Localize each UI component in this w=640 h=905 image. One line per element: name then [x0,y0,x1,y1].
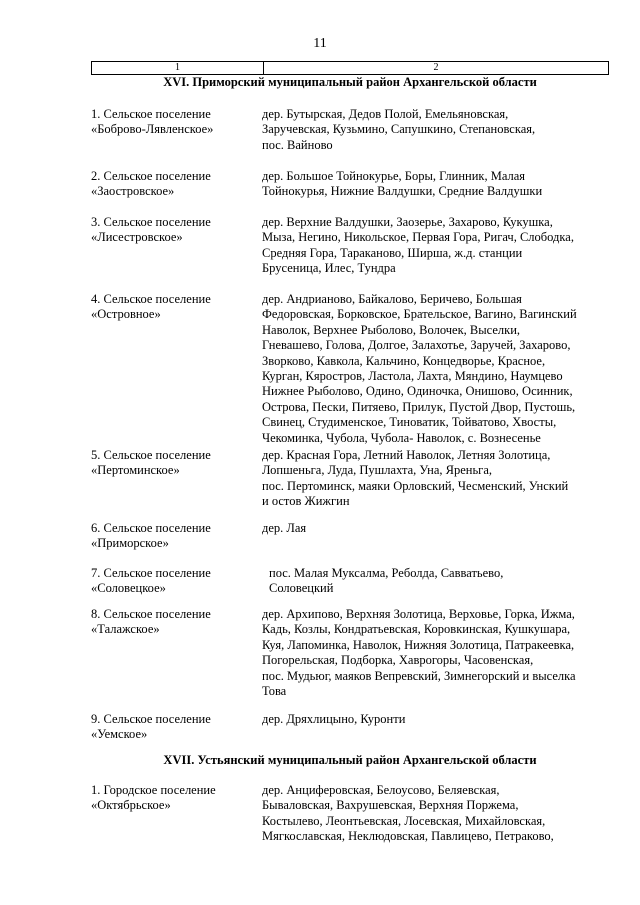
settlement-places: дер. Лая [262,521,307,535]
settlement-name: 2. Сельское поселение «Заостровское» [91,169,211,199]
settlement-name: 7. Сельское поселение «Соловецкое» [91,566,211,596]
settlement-name: 1. Сельское поселение «Боброво-Лявленское» [91,107,214,137]
settlement-name: 8. Сельское поселение «Талажское» [91,607,211,637]
column-2-label: 2 [433,62,439,73]
settlement-places: дер. Бутырская, Дедов Полой, Емельяновская, Заручевская, Кузьмино, Сапушкино, Степановская, пос. Вайново [262,107,536,152]
settlement-name: 9. Сельское поселение «Уемское» [91,712,211,742]
column-1-label: 1 [92,62,264,74]
settlement-name: 3. Сельское поселение «Лисестровское» [91,215,211,245]
settlement-name: 4. Сельское поселение «Островное» [91,292,211,322]
settlement-places: дер. Верхние Валдушки, Заозерье, Захарово, Кукушка, Мыза, Негино, Никольское, Первая Гора, Ригач, Слободка, Средняя Гора, Тараканово, Ширша, ж.д. станции Брусеница, Илес, Тундра [262,215,574,276]
page-number: 11 [313,36,327,51]
settlement-places: дер. Дряхлицыно, Куронти [262,712,406,726]
table-column-header [91,61,609,75]
settlement-places: дер. Архипово, Верхняя Золотица, Верховье, Горка, Ижма, Кадь, Козлы, Кондратьевская, Коровкинская, Кушкушара, Куя, Лапоминка, Наволок, Нижняя Золотица, Патракеевка, Погорельская, Подборка, Хаврогоры, Часовенская, пос. Мудьюг, маяков Вепревский, Зимнегорский и выселка Това [262,607,576,699]
settlement-name: 6. Сельское поселение «Приморское» [91,521,211,551]
section-title: XVII. Устьянский муниципальный район Архангельской области [163,753,537,767]
settlement-name: 1. Городское поселение «Октябрьское» [91,783,216,813]
settlement-places: дер. Большое Тойнокурье, Боры, Глинник, Малая Тойнокурья, Нижние Валдушки, Средние Валдушки [262,169,543,199]
settlement-places: дер. Андрианово, Байкалово, Беричево, Большая Федоровская, Борковское, Брательское, Вагино, Вагинский Наволок, Верхнее Рыболово, Волочек, Выселки, Гневашево, Голова, Долгое, Залахотье, Заручей, Захарово, Зворково, Кавкола, Кальчино, Концедворье, Красное, Курган, Кяростров, Ластола, Лахта, Мяндино, Наумцево Нижнее Рыболово, Одино, Одиночка, Онишово, Осинник, Острова, Пески, Питяево, Прилук, Пустой Двор, Пустошь, Свинец, Студименское, Тиноватик, Тойватово, Хвосты, Чекоминка, Чубола, Чубола- Наволок, с. Вознесенье [262,292,577,445]
settlement-places: дер. Красная Гора, Летний Наволок, Летняя Золотица, Лопшеньга, Луда, Пушлахта, Уна, Яреньга, пос. Пертоминск, маяки Орловский, Чесменский, Унский и остов Жижгин [262,448,569,509]
settlement-places: пос. Малая Муксалма, Реболда, Савватьево, Соловецкий [269,566,504,596]
settlement-name: 5. Сельское поселение «Пертоминское» [91,448,211,478]
section-title: XVI. Приморский муниципальный район Архангельской области [163,75,537,89]
settlement-places: дер. Анциферовская, Белоусово, Беляевская, Бываловская, Вахрушевская, Верхняя Поржема, Костылево, Леонтьевская, Лосевская, Михайловская, Мягкославская, Неклюдовская, Павлицево, Петраково, [262,783,554,844]
